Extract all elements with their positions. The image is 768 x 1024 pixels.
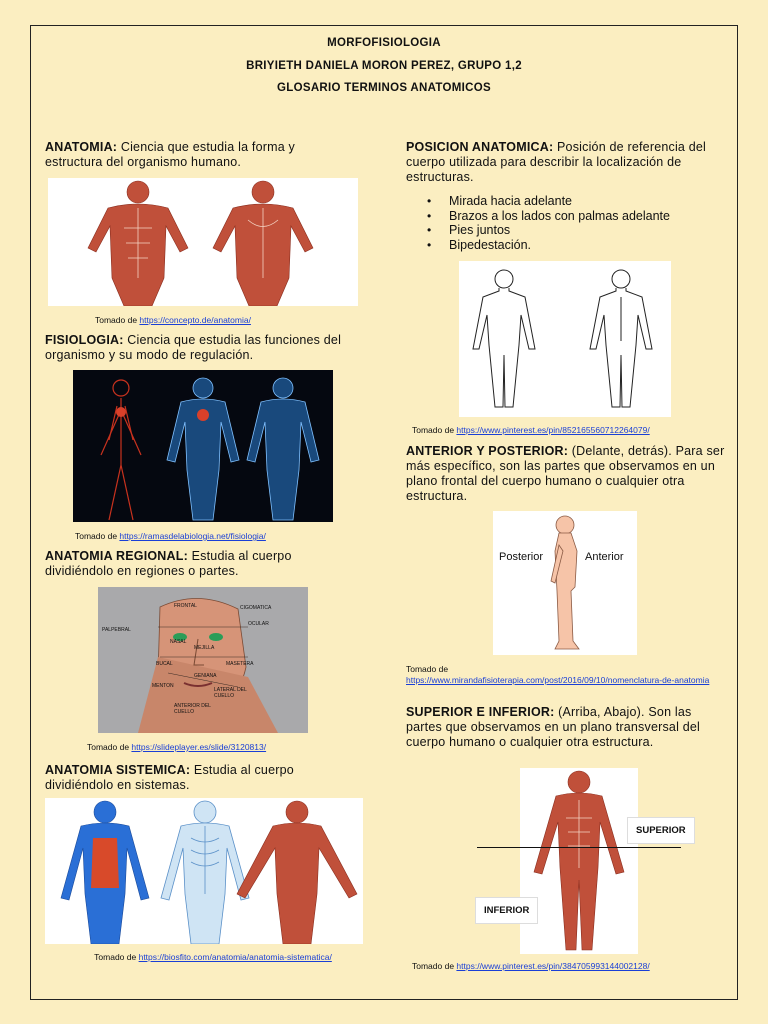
superior-label: SUPERIOR <box>627 817 695 844</box>
list-item: • Mirada hacia adelante <box>425 194 735 209</box>
posicion-anatomica-definition: POSICION ANATOMICA: Posición de referencia del cuerpo utilizada para describir la localización de estructuras. <box>406 140 707 184</box>
anatomia-caption: Tomado de https://concepto.de/anatomia/ <box>95 315 251 325</box>
region-label: FRONTAL <box>174 603 197 609</box>
anatomia-regional-definition: ANATOMIA REGIONAL: Estudia al cuerpo dividiéndolo en regiones o partes. <box>45 549 292 578</box>
posicion-anatomica-caption: Tomado de https://www.pinterest.es/pin/852165560712264079/ <box>412 425 650 435</box>
region-label: NASAL <box>170 639 187 645</box>
physiology-xray-image <box>73 370 333 522</box>
anatomy-muscles-image <box>48 178 358 306</box>
term: ANATOMIA: <box>45 140 118 154</box>
posterior-label: Posterior <box>499 551 544 563</box>
anterior-posterior-image <box>493 511 637 655</box>
transverse-plane-line <box>477 847 681 848</box>
anterior-posterior-source-link[interactable]: https://www.mirandafisioterapia.com/post/2016/09/10/nomenclatura-de-anatomia <box>406 675 710 685</box>
region-label: MENTON <box>152 683 174 689</box>
list-item: • Brazos a los lados con palmas adelante <box>425 209 735 224</box>
fisiologia-caption: Tomado de https://ramasdelabiologia.net/fisiologia/ <box>75 531 266 541</box>
region-label: MASETERA <box>226 661 254 667</box>
region-label: GENIANA <box>194 673 217 679</box>
anatomical-position-image <box>459 261 671 417</box>
region-label: BUCAL <box>156 661 173 667</box>
list-item: • Bipedestación. <box>425 238 735 253</box>
region-label: CIGOMATICA <box>240 605 272 611</box>
anatomia-sistemica-caption: Tomado de https://biosfito.com/anatomia/anatomia-sistematica/ <box>94 952 332 962</box>
anatomia-regional-source-link[interactable]: https://slideplayer.es/slide/3120813/ <box>131 742 267 752</box>
course-title: MORFOFISIOLOGIA <box>327 37 441 49</box>
anterior-label: Anterior <box>585 551 624 563</box>
anatomia-sistemica-source-link[interactable]: https://biosfito.com/anatomia/anatomia-sistematica/ <box>138 952 332 962</box>
superior-inferior-image <box>520 768 638 954</box>
anterior-posterior-caption: Tomado de https://www.mirandafisioterapia.com/post/2016/09/10/nomenclatura-de-anatomia <box>406 664 710 685</box>
anatomia-definition: ANATOMIA: Ciencia que estudia la forma y estructura del organismo humano. <box>45 140 295 169</box>
fisiologia-definition: FISIOLOGIA: Ciencia que estudia las funciones del organismo y su modo de regulación. <box>45 333 342 362</box>
anatomia-regional-caption: Tomado de https://slideplayer.es/slide/3120813/ <box>87 742 267 752</box>
region-label: MEJILLA <box>194 645 215 651</box>
region-label: OCULAR <box>248 621 269 627</box>
fisiologia-source-link[interactable]: https://ramasdelabiologia.net/fisiologia/ <box>119 531 266 541</box>
body-systems-image <box>45 798 363 944</box>
posicion-anatomica-bullets <box>425 194 735 252</box>
anatomia-source-link[interactable]: https://concepto.de/anatomia/ <box>139 315 251 325</box>
region-label: PALPEBRAL <box>102 627 131 633</box>
superior-inferior-definition: SUPERIOR E INFERIOR: (Arriba, Abajo). Son las partes que observamos en un plano transversal del cuerpo humano o cualquier otra estructura. <box>406 705 700 749</box>
region-label: ANTERIOR DEL CUELLO <box>174 703 211 715</box>
posicion-anatomica-source-link[interactable]: https://www.pinterest.es/pin/852165560712264079/ <box>456 425 650 435</box>
superior-inferior-caption: Tomado de https://www.pinterest.es/pin/384705993144002128/ <box>412 961 650 971</box>
author-line: BRIYIETH DANIELA MORON PEREZ, GRUPO 1,2 <box>246 60 522 72</box>
list-item: • Pies juntos <box>425 223 735 238</box>
region-label: LATERAL DEL CUELLO <box>214 687 247 699</box>
anterior-posterior-definition: ANTERIOR Y POSTERIOR: (Delante, detrás). Para ser más específico, son las partes que observamos en un plano frontal del cuerpo humano o cualquier otra estructura. <box>406 444 725 503</box>
face-regions-image <box>98 587 308 733</box>
superior-inferior-source-link[interactable]: https://www.pinterest.es/pin/384705993144002128/ <box>456 961 650 971</box>
anatomia-sistemica-definition: ANATOMIA SISTEMICA: Estudia al cuerpo dividiéndolo en sistemas. <box>45 763 294 792</box>
inferior-label: INFERIOR <box>475 897 538 924</box>
document-title: GLOSARIO TERMINOS ANATOMICOS <box>277 82 491 94</box>
